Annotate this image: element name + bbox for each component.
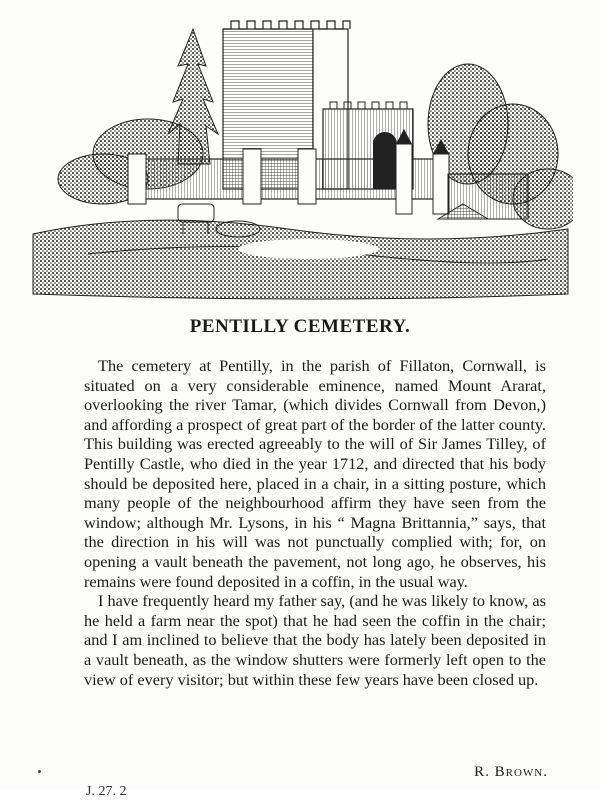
article-title: PENTILLY CEMETERY. bbox=[189, 316, 411, 337]
stray-mark bbox=[38, 770, 41, 773]
cutoff-text: J. 27. 2 bbox=[86, 784, 127, 799]
paragraph: The cemetery at Pentilly, in the parish of Fillaton, Cornwall, is situated on a very considerable eminence, named Mount Ararat, overlooking the river Tamar, (which divides Cornwall from Devon,) and affording a prospect of great part of the border of the latter county. This building was erected agreeably to the will of Sir James Tilley, of Pentilly Castle, who died in the year 1712, and directed that his body should be deposited here, placed in a chair, in a sitting posture, which many people of the neighbourhood affirm they have seen from the window; although Mr. Lysons, in his “ Magna Brittannia,” says, that the direction in his will was not punctually complied with; for, on opening a vault beneath the pavement, not long ago, he observes, his remains were found deposited in a coffin, in the usual way. bbox=[84, 356, 546, 591]
author-signature: R. Brown. bbox=[474, 764, 548, 780]
paragraph: I have frequently heard my father say, (and he was likely to know, as he held a farm near the spot) that he had seen the coffin in the chair; and I am inclined to believe that the body has lately been deposited in a vault beneath, as the window shutters were formerly left open to the view of every visitor; but within these few years have been closed up. bbox=[84, 591, 546, 689]
article-body bbox=[84, 356, 546, 689]
engraving-illustration bbox=[28, 4, 573, 304]
